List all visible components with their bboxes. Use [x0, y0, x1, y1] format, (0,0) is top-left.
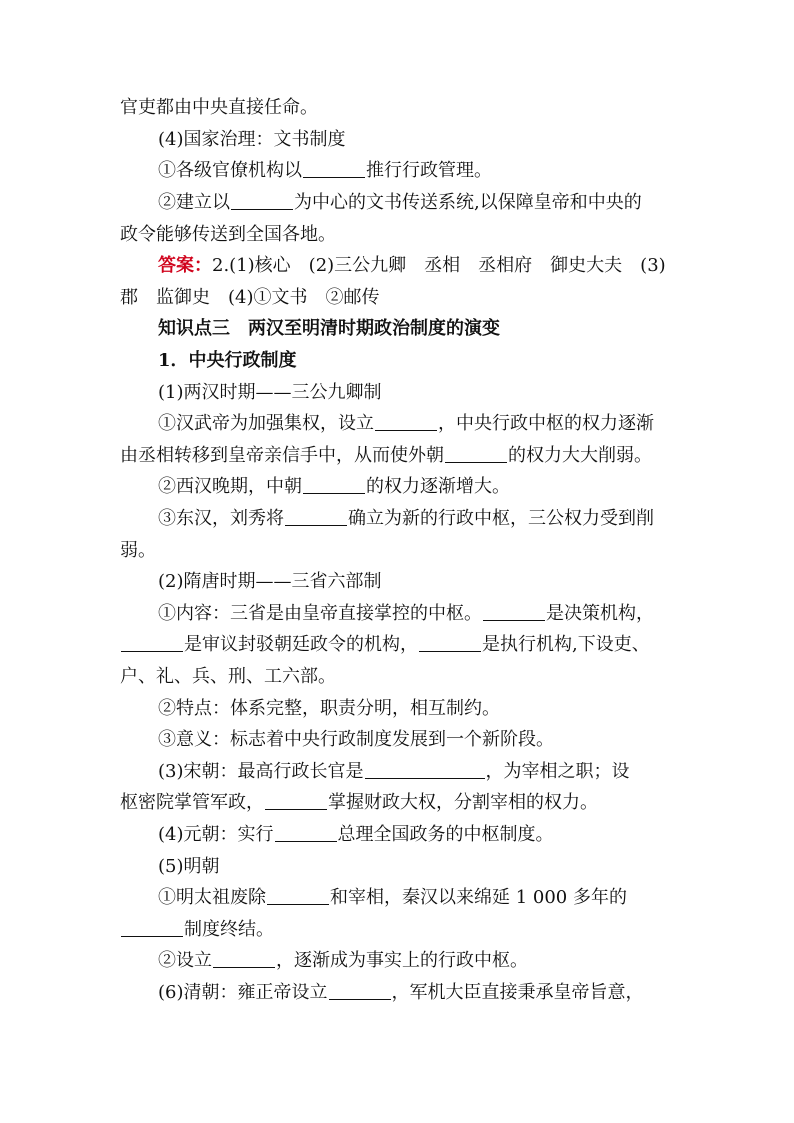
text-line: (1)两汉时期——三公九卿制 — [158, 382, 382, 403]
text-line: 枢密院掌管军政， 掌握财政大权，分割宰相的权力。 — [120, 792, 598, 813]
fill-blank[interactable] — [265, 791, 327, 810]
text-line: 郡 监御史 (4)①文书 ②邮传 — [120, 287, 380, 308]
text-line: 由丞相转移到皇帝亲信手中，从而使外朝 的权力大大削弱。 — [120, 445, 652, 466]
text-line: (2)隋唐时期——三省六部制 — [158, 571, 382, 592]
fill-blank[interactable] — [445, 444, 507, 463]
text-line: 政令能够传送到全国各地。 — [120, 224, 336, 245]
fill-blank[interactable] — [267, 886, 329, 905]
answer-line: 答案：2.(1)核心 (2)三公九卿 丞相 丞相府 御史大夫 (3) — [158, 255, 666, 276]
text-line: ②特点：体系完整，职责分明，相互制约。 — [158, 698, 500, 719]
text-line: (6)清朝：雍正帝设立 ，军机大臣直接秉承皇帝旨意， — [158, 982, 644, 1003]
text-line: 户、礼、兵、刑、工六部。 — [120, 666, 336, 687]
fill-blank[interactable] — [365, 760, 485, 779]
fill-blank[interactable] — [419, 633, 481, 652]
fill-blank[interactable] — [231, 191, 293, 210]
text-line: 官吏都由中央直接任命。 — [120, 97, 318, 118]
answer-label: 答案： — [158, 255, 212, 276]
subsection-heading: 1．中央行政制度 — [158, 350, 297, 371]
text-line: 弱。 — [120, 540, 156, 561]
fill-blank[interactable] — [303, 159, 365, 178]
fill-blank[interactable] — [329, 981, 391, 1000]
text-line: (4)国家治理：文书制度 — [158, 129, 346, 150]
text-line: ②建立以 为中心的文书传送系统,以保障皇帝和中央的 — [158, 192, 642, 213]
fill-blank[interactable] — [121, 918, 183, 937]
fill-blank[interactable] — [285, 507, 347, 526]
text-line: (4)元朝：实行 总理全国政务的中枢制度。 — [158, 824, 554, 845]
text-line: ①汉武帝为加强集权，设立 ，中央行政中枢的权力逐渐 — [158, 413, 654, 434]
fill-blank[interactable] — [375, 412, 437, 431]
fill-blank[interactable] — [303, 475, 365, 494]
text-line: ③意义：标志着中央行政制度发展到一个新阶段。 — [158, 729, 554, 750]
text-line: ②设立 ，逐渐成为事实上的行政中枢。 — [158, 950, 528, 971]
text-line: ③东汉，刘秀将 确立为新的行政中枢，三公权力受到削 — [158, 508, 654, 529]
text-line: 是审议封驳朝廷政令的机构， 是执行机构,下设吏、 — [120, 629, 680, 661]
text-line: ①各级官僚机构以 推行行政管理。 — [158, 160, 492, 181]
text-line: ①内容：三省是由皇帝直接掌控的中枢。 是决策机构， — [158, 603, 654, 624]
fill-blank[interactable] — [483, 602, 545, 621]
fill-blank[interactable] — [275, 823, 337, 842]
text-line: 制度终结。 — [120, 914, 680, 946]
text-line: (5)明朝 — [158, 856, 220, 877]
text-line: ①明太祖废除 和宰相，秦汉以来绵延 1 000 多年的 — [158, 887, 627, 908]
text-line: ②西汉晚期，中朝 的权力逐渐增大。 — [158, 476, 510, 497]
fill-blank[interactable] — [213, 949, 275, 968]
text-line: (3)宋朝：最高行政长官是 ，为宰相之职；设 — [158, 761, 630, 782]
section-heading: 知识点三 两汉至明清时期政治制度的演变 — [158, 318, 500, 339]
fill-blank[interactable] — [121, 633, 183, 652]
